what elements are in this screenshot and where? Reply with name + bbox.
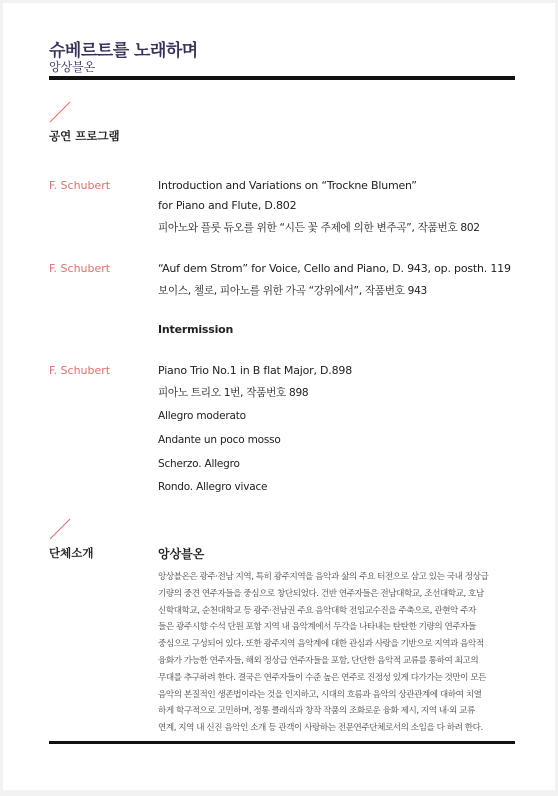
page-subtitle: 앙상블온: [49, 60, 96, 74]
work-title-korean: 피아노 트리오 1번, 작품번호 898: [158, 387, 309, 399]
description-line: 중심으로 구성되어 있다. 또한 광주지역 음악계에 대한 관심과 사랑을 기반으로 지역과 음악적: [158, 639, 484, 650]
group-name: 앙상블온: [158, 547, 205, 561]
footer-rule: [49, 741, 515, 744]
work-title: Piano Trio No.1 in B flat Major, D.898: [158, 364, 352, 377]
description-line: 들은 광주시향 수석 단원 포함 지역 내 음악계에서 두각을 나타내는 탄탄한 기량의 연주자들: [158, 622, 476, 633]
work-title: “Auf dem Strom” for Voice, Cello and Piano, D. 943, op. posth. 119: [158, 262, 511, 275]
work-title-korean: 보이스, 첼로, 피아노를 위한 가곡 “강위에서”, 작품번호 943: [158, 285, 427, 297]
description-line: 무대를 추구하려 한다. 결국은 연주자들이 수준 높은 연주로 진정성 있게 다가가는 것만이 모든: [158, 672, 487, 683]
movement-item: Andante un poco mosso: [158, 434, 281, 446]
description-line: 앙상블온은 광주·전남 지역, 특히 광주지역을 음악과 삶의 주요 터전으로 삼고 있는 국내 정상급: [158, 572, 489, 582]
composer-name: F. Schubert: [49, 262, 111, 275]
description-line: 연계, 지역 내 신진 음악인 소개 등 관객이 사랑하는 전문연주단체로서의 소임을 다 하려 한다.: [158, 723, 483, 734]
description-line: 기량의 중견 연주자들을 중심으로 창단되었다. 건반 연주자들은 전남대학교, 조선대학교, 호남: [158, 588, 484, 599]
header-rule: [49, 76, 515, 80]
description-line: 융화가 가능한 연주자들, 해외 정상급 연주자들을 포함, 단단한 음악적 교류를 통하여 최고의: [158, 655, 479, 666]
slash-decoration: [49, 101, 71, 123]
composer-name: F. Schubert: [49, 179, 111, 192]
movement-item: Allegro moderato: [158, 410, 246, 422]
program-page: [3, 3, 555, 790]
description-line: 하게 학구적으로 고민하며, 정통 클래식과 창작 작품의 조화로운 융화 제시, 지역 내·외 교류: [158, 706, 475, 717]
intermission-label: Intermission: [158, 323, 234, 336]
description-line: 신학대학교, 순천대학교 등 광주·전남권 주요 음악대학 전임교수진을 주축으로, 관현악 주자: [158, 605, 476, 616]
slash-decoration: [49, 518, 71, 540]
page-title: 슈베르트를 노래하며: [49, 41, 198, 61]
work-title: Introduction and Variations on “Trockne Blumen”: [158, 179, 417, 192]
movement-item: Scherzo. Allegro: [158, 458, 240, 470]
program-section-title: 공연 프로그램: [49, 129, 120, 143]
work-title: for Piano and Flute, D.802: [158, 199, 297, 212]
group-section-title: 단체소개: [49, 546, 94, 560]
work-title-korean: 피아노와 플룻 듀오를 위한 “시든 꽃 주제에 의한 변주곡”, 작품번호 802: [158, 222, 480, 234]
composer-name: F. Schubert: [49, 364, 111, 377]
group-description: [158, 569, 518, 737]
movement-item: Rondo. Allegro vivace: [158, 481, 268, 493]
description-line: 음악의 본질적인 생존법이라는 것을 인지하고, 시대의 흐름과 음악의 상관관계에 대하여 치열: [158, 689, 482, 700]
